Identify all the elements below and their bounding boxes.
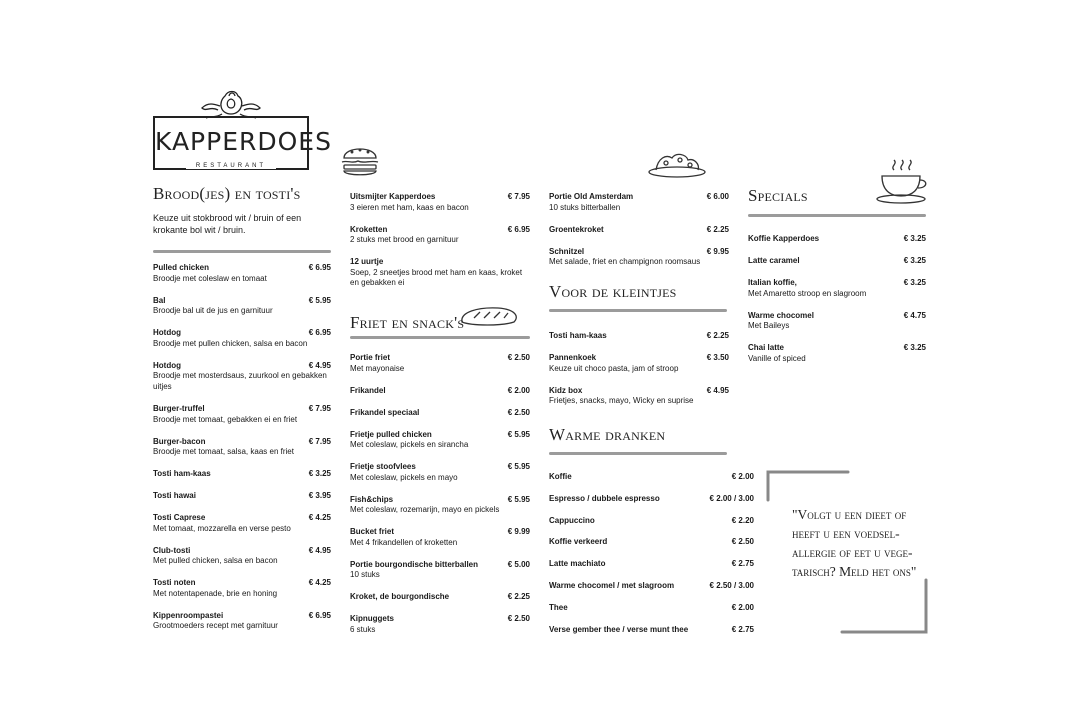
menu-item xyxy=(350,408,530,419)
menu-item-name: Hotdog xyxy=(153,328,181,337)
menu-item xyxy=(153,546,331,567)
menu-item-name: Burger-truffel xyxy=(153,404,205,413)
menu-item-name: Uitsmijter Kapperdoes xyxy=(350,192,436,201)
menu-item-name: Portie bourgondische bitterballen xyxy=(350,559,479,569)
menu-item-name: Koffie Kapperdoes xyxy=(748,234,820,243)
logo-subtitle: RESTAURANT xyxy=(186,163,276,169)
menu-item xyxy=(549,516,754,527)
burger-icon xyxy=(338,140,382,180)
menu-item xyxy=(153,469,331,480)
menu-item-price: € 6.00 xyxy=(706,192,729,201)
menu-item-price: € 5.95 xyxy=(308,295,331,305)
menu-item-description: Met tomaat, mozzarella en verse pesto xyxy=(153,523,291,533)
menu-item-price: € 7.95 xyxy=(308,404,331,413)
menu-item-description: Broodje met pullen chicken, salsa en bacon xyxy=(153,338,308,348)
menu-item xyxy=(350,430,530,451)
menu-item-price: € 3.25 xyxy=(903,278,926,287)
menu-item-price: € 4.25 xyxy=(308,513,331,522)
menu-item xyxy=(350,353,530,374)
menu-item-price: € 5.00 xyxy=(507,559,530,569)
menu-item-name: Tosti noten xyxy=(153,578,196,587)
menu-item-price: € 2.00 xyxy=(731,602,754,612)
menu-item xyxy=(350,386,530,397)
menu-item-description: Broodje met mosterdsaus, zuurkool en gebakken uitjes xyxy=(153,371,327,391)
menu-item xyxy=(748,256,926,267)
menu-item-price: € 4.95 xyxy=(308,360,331,370)
menu-item xyxy=(153,361,331,393)
menu-item-description: Grootmoeders recept met garnituur xyxy=(153,621,278,630)
menu-item-price: € 7.95 xyxy=(308,436,331,446)
menu-item xyxy=(153,404,331,425)
menu-item-name: Tosti Caprese xyxy=(153,513,206,522)
menu-item-price: € 2.50 xyxy=(507,407,530,417)
menu-item-price: € 3.25 xyxy=(903,234,926,243)
menu-item-price: € 2.25 xyxy=(507,592,530,601)
menu-item xyxy=(350,225,530,246)
menu-item-name: Fish&chips xyxy=(350,494,394,504)
menu-item-description: Met coleslaw, pickels en mayo xyxy=(350,472,458,482)
divider xyxy=(549,452,727,455)
menu-item-name: Frikandel xyxy=(350,385,386,395)
divider xyxy=(153,250,331,253)
menu-item xyxy=(153,296,331,317)
menu-item-price: € 5.95 xyxy=(507,429,530,439)
menu-item xyxy=(748,311,926,332)
menu-item-name: Thee xyxy=(549,602,568,612)
menu-item-name: Portie Old Amsterdam xyxy=(549,192,634,201)
menu-item-name: Chai latte xyxy=(748,343,785,352)
menu-item xyxy=(549,247,729,268)
menu-item xyxy=(748,343,926,364)
menu-item-price: € 2.25 xyxy=(706,331,729,340)
menu-item xyxy=(748,278,926,299)
logo-title: KAPPERDOES xyxy=(155,127,332,156)
menu-item xyxy=(350,495,530,516)
menu-item-price: € 3.95 xyxy=(308,491,331,500)
menu-item-price: € 2.75 xyxy=(731,559,754,569)
menu-item-description: Met pulled chicken, salsa en bacon xyxy=(153,556,278,565)
section-title-broodjes: Brood(jes) en tosti's xyxy=(153,184,301,203)
menu-item-name: Tosti ham-kaas xyxy=(549,331,607,340)
menu-item-name: Bal xyxy=(153,295,166,305)
menu-item-description: Met notentapenade, brie en honing xyxy=(153,588,278,598)
section-title-specials: Specials xyxy=(748,186,808,205)
menu-item-price: € 6.95 xyxy=(308,328,331,337)
menu-item-price: € 2.25 xyxy=(706,224,729,234)
menu-item-description: 6 stuks xyxy=(350,624,376,634)
divider xyxy=(748,214,926,217)
section-title-friet: Friet en snack's xyxy=(350,313,465,332)
menu-item-price: € 3.25 xyxy=(308,469,331,478)
menu-item-name: Groentekroket xyxy=(549,224,604,234)
menu-item-price: € 6.95 xyxy=(308,263,331,272)
menu-item-name: Bucket friet xyxy=(350,527,395,536)
menu-item xyxy=(549,581,754,592)
menu-item-price: € 5.95 xyxy=(507,462,530,471)
section-title-kleintjes: Voor de kleintjes xyxy=(549,282,677,301)
menu-item-name: Club-tosti xyxy=(153,545,191,555)
section-title-warme: Warme dranken xyxy=(549,425,666,444)
menu-item xyxy=(549,386,729,407)
menu-item xyxy=(748,234,926,245)
menu-item-description: Broodje bal uit de jus en garnituur xyxy=(153,306,273,315)
menu-item-price: € 6.95 xyxy=(507,224,530,234)
menu-item-description: Keuze uit choco pasta, jam of stroop xyxy=(549,363,679,373)
menu-item-price: € 9.99 xyxy=(507,527,530,536)
menu-item-description: Met coleslaw, pickels en sirancha xyxy=(350,440,469,449)
menu-item-description: Frietjes, snacks, mayo, Wicky en suprise xyxy=(549,396,694,405)
menu-item-description: 10 stuks xyxy=(350,570,380,579)
menu-item-description: Broodje met tomaat, gebakken ei en friet xyxy=(153,414,298,424)
divider xyxy=(350,336,530,339)
menu-item-name: Frikandel speciaal xyxy=(350,407,420,417)
menu-item-price: € 2.50 xyxy=(507,614,530,623)
menu-item-name: Pannenkoek xyxy=(549,353,597,362)
menu-item-name: Verse gember thee / verse munt thee xyxy=(549,624,689,634)
menu-item xyxy=(350,592,530,603)
menu-item-name: Koffie verkeerd xyxy=(549,537,608,547)
menu-item-name: Italian koffie, xyxy=(748,278,797,287)
menu-item-price: € 7.95 xyxy=(507,192,530,201)
menu-item xyxy=(350,257,530,289)
menu-item xyxy=(350,527,530,548)
menu-item-name: Frietje pulled chicken xyxy=(350,429,432,439)
section-intro-broodjes: Keuze uit stokbrood wit / bruin of een krokante bol wit / bruin. xyxy=(153,213,302,235)
menu-item xyxy=(549,603,754,614)
menu-item xyxy=(153,491,331,502)
menu-item-name: Frietje stoofvlees xyxy=(350,462,416,471)
menu-item-price: € 4.95 xyxy=(308,545,331,555)
menu-item-name: Pulled chicken xyxy=(153,263,210,272)
menu-item-description: Broodje met tomaat, salsa, kaas en friet xyxy=(153,447,294,456)
menu-item-price: € 2.50 xyxy=(507,353,530,362)
menu-item xyxy=(153,578,331,599)
menu-item-description: Soep, 2 sneetjes brood met ham en kaas, kroket en gebakken ei xyxy=(350,267,523,287)
menu-item-price: € 4.95 xyxy=(706,385,729,395)
menu-item-price: € 2.75 xyxy=(731,624,754,634)
menu-item xyxy=(153,328,331,349)
menu-item-description: Vanille of spiced xyxy=(748,353,806,363)
menu-item-price: € 2.00 xyxy=(507,385,530,395)
menu-item-price: € 3.25 xyxy=(903,343,926,352)
menu-item-price: € 9.95 xyxy=(706,246,729,256)
menu-item-name: Portie friet xyxy=(350,353,391,362)
menu-item-name: Kidz box xyxy=(549,385,583,395)
menu-item xyxy=(350,560,530,581)
menu-item-price: € 4.75 xyxy=(903,310,926,320)
menu-item xyxy=(549,625,754,636)
menu-item-description: Broodje met coleslaw en tomaat xyxy=(153,273,267,283)
menu-item xyxy=(153,513,331,534)
menu-item-description: Met coleslaw, rozemarijn, mayo en pickels xyxy=(350,505,500,514)
menu-item xyxy=(549,472,754,483)
menu-item-price: € 3.50 xyxy=(706,353,729,362)
menu-item-name: Espresso / dubbele espresso xyxy=(549,493,660,503)
menu-item-description: Met salade, friet en champignon roomsaus xyxy=(549,257,701,266)
menu-item-price: € 5.95 xyxy=(507,494,530,504)
salad-plate-icon xyxy=(646,148,708,180)
menu-item-name: Warme chocomel / met slagroom xyxy=(549,581,675,590)
menu-item-name: 12 uurtje xyxy=(350,257,384,266)
menu-item xyxy=(153,611,331,632)
menu-item-description: 2 stuks met brood en garnituur xyxy=(350,235,459,244)
menu-item-name: Tosti hawai xyxy=(153,491,196,500)
menu-item xyxy=(153,263,331,284)
menu-item-price: € 2.00 xyxy=(731,472,754,481)
menu-item xyxy=(350,614,530,635)
bread-icon xyxy=(458,304,520,328)
menu-item xyxy=(549,225,729,236)
menu-item-name: Latte caramel xyxy=(748,256,800,265)
rose-icon xyxy=(200,84,262,120)
menu-item xyxy=(350,462,530,483)
menu-item-description: Met 4 frikandellen of kroketten xyxy=(350,537,458,547)
menu-item-name: Kipnuggets xyxy=(350,614,394,623)
menu-item-price: € 3.25 xyxy=(903,256,926,265)
menu-item-name: Kippenroompastei xyxy=(153,610,224,620)
menu-item-description: Met Amaretto stroop en slagroom xyxy=(748,288,867,298)
menu-item-name: Tosti ham-kaas xyxy=(153,469,211,478)
menu-item-description: 3 eieren met ham, kaas en bacon xyxy=(350,202,469,212)
menu-item-name: Warme chocomel xyxy=(748,310,814,320)
logo-frame xyxy=(153,116,332,170)
menu-item-description: Met mayonaise xyxy=(350,363,405,373)
menu-item xyxy=(549,494,754,505)
coffee-cup-icon xyxy=(874,158,930,206)
menu-item xyxy=(549,559,754,570)
menu-item xyxy=(549,331,729,342)
menu-item-name: Koffie xyxy=(549,472,572,481)
menu-item-name: Cappuccino xyxy=(549,515,595,525)
menu-item-price: € 2.20 xyxy=(731,515,754,525)
menu-item xyxy=(153,437,331,458)
menu-item xyxy=(549,192,729,213)
menu-item xyxy=(549,537,754,548)
menu-item xyxy=(350,192,530,213)
menu-item-description: 10 stuks bitterballen xyxy=(549,202,621,212)
menu-item-price: € 2.50 / 3.00 xyxy=(709,581,754,590)
divider xyxy=(549,309,727,312)
menu-item-description: Met Baileys xyxy=(748,321,790,330)
menu-item-name: Kroket, de bourgondische xyxy=(350,592,450,601)
menu-item-price: € 2.00 / 3.00 xyxy=(709,493,754,503)
menu-item-price: € 6.95 xyxy=(308,610,331,620)
menu-item-name: Burger-bacon xyxy=(153,436,206,446)
menu-item-price: € 2.50 xyxy=(731,537,754,547)
menu-item-name: Kroketten xyxy=(350,224,388,234)
menu-item-price: € 4.25 xyxy=(308,578,331,587)
menu-item-name: Schnitzel xyxy=(549,246,585,256)
menu-item xyxy=(549,353,729,374)
dietary-note: "Volgt u een dieet of heeft u een voedsel-allergie of eet u vege-tarisch? Meld het ons" xyxy=(792,507,917,579)
menu-item-name: Hotdog xyxy=(153,360,181,370)
menu-item-name: Latte machiato xyxy=(549,559,606,569)
